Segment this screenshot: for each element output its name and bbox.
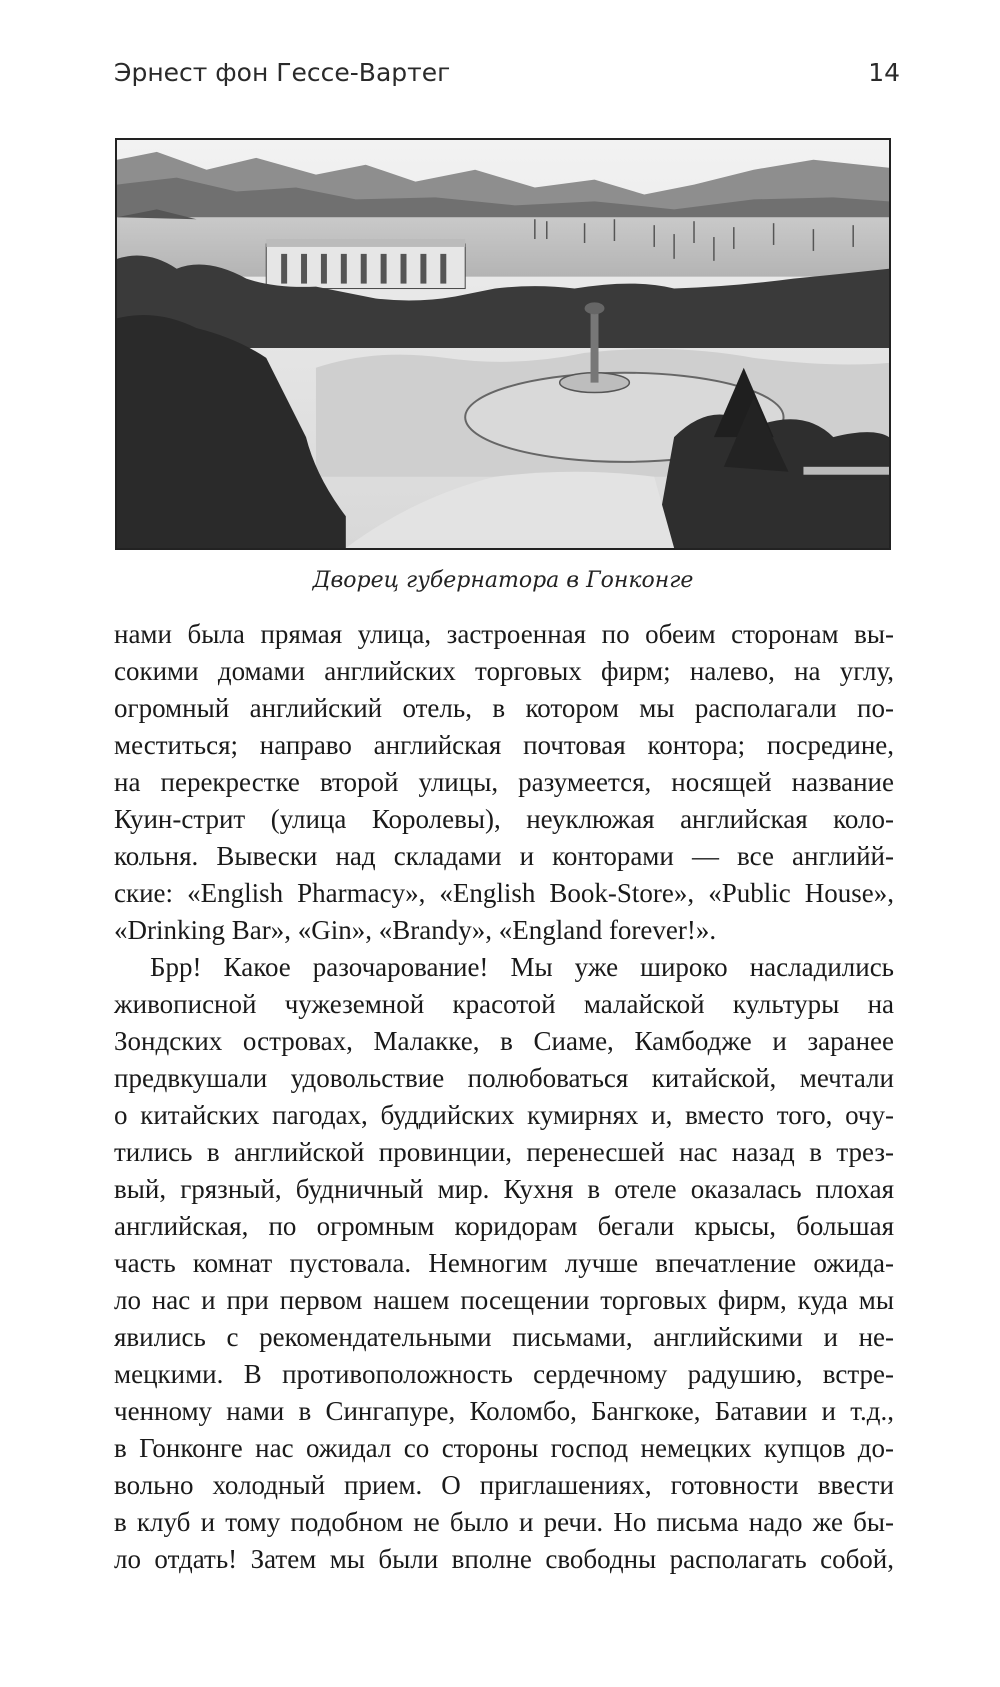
text-line: о китайских пагодах, буддийских кумирнях и, вместо того, очу- — [114, 1100, 894, 1130]
text-line: вый, грязный, будничный мир. Кухня в отеле оказалась плохая — [114, 1174, 894, 1204]
text-line: ло нас и при первом нашем посещении торговых фирм, куда мы — [114, 1285, 894, 1315]
text-line: часть комнат пустовала. Немногим лучше впечатление ожида- — [114, 1248, 894, 1278]
text-line: ские: «English Pharmacy», «English Book-Store», «Public House», — [114, 878, 894, 908]
text-line: тились в английской провинции, перенесшей нас назад в трез- — [114, 1137, 894, 1167]
text-line: в Гонконге нас ожидал со стороны господ немецких купцов до- — [114, 1433, 894, 1463]
text-line: вольно холодный прием. О приглашениях, готовности ввести — [114, 1470, 894, 1500]
paragraph — [114, 949, 894, 1578]
text-line: предвкушали удовольствие полюбоваться китайской, мечтали — [114, 1063, 894, 1093]
text-line: Брр! Какое разочарование! Мы уже широко насладились — [150, 952, 894, 982]
running-header-author: Эрнест фон Гессе-Вартег — [114, 58, 451, 87]
paragraph — [114, 616, 894, 949]
text-line: кольня. Вывески над складами и конторами — все английй- — [114, 841, 894, 871]
text-line: меститься; направо английская почтовая контора; посредине, — [114, 730, 894, 760]
text-line: огромный английский отель, в котором мы располагали по- — [114, 693, 894, 723]
text-line: в клуб и тому подобном не было и речи. Но письма надо же бы- — [114, 1507, 894, 1537]
text-line: сокими домами английских торговых фирм; налево, на углу, — [114, 656, 894, 686]
text-line: английская, по огромным коридорам бегали крысы, большая — [114, 1211, 894, 1241]
page-number: 14 — [868, 58, 900, 87]
text-line: на перекрестке второй улицы, разумеется, носящей название — [114, 767, 894, 797]
text-line: «Drinking Bar», «Gin», «Brandy», «England forever!». — [114, 915, 717, 945]
body-text — [114, 616, 894, 1578]
photo-illustration — [117, 140, 889, 548]
text-line: Куин-стрит (улица Королевы), неуклюжая английская коло- — [114, 804, 894, 834]
figure-caption: Дворец губернатора в Гонконге — [312, 568, 694, 593]
running-header — [114, 58, 900, 98]
text-line: Зондских островах, Малакке, в Сиаме, Камбодже и заранее — [114, 1026, 894, 1056]
text-line: живописной чужеземной красотой малайской культуры на — [114, 989, 894, 1019]
text-line: ло отдать! Затем мы были вполне свободны располагать собой, — [114, 1544, 894, 1574]
governor-palace-photo — [115, 138, 891, 550]
text-line: явились с рекомендательными письмами, английскими и не- — [114, 1322, 894, 1352]
text-line: мецкими. В противоположность сердечному радушию, встре- — [114, 1359, 894, 1389]
text-line: ченному нами в Сингапуре, Коломбо, Бангкоке, Батавии и т.д., — [114, 1396, 894, 1426]
text-line: нами была прямая улица, застроенная по обеим сторонам вы- — [114, 619, 894, 649]
